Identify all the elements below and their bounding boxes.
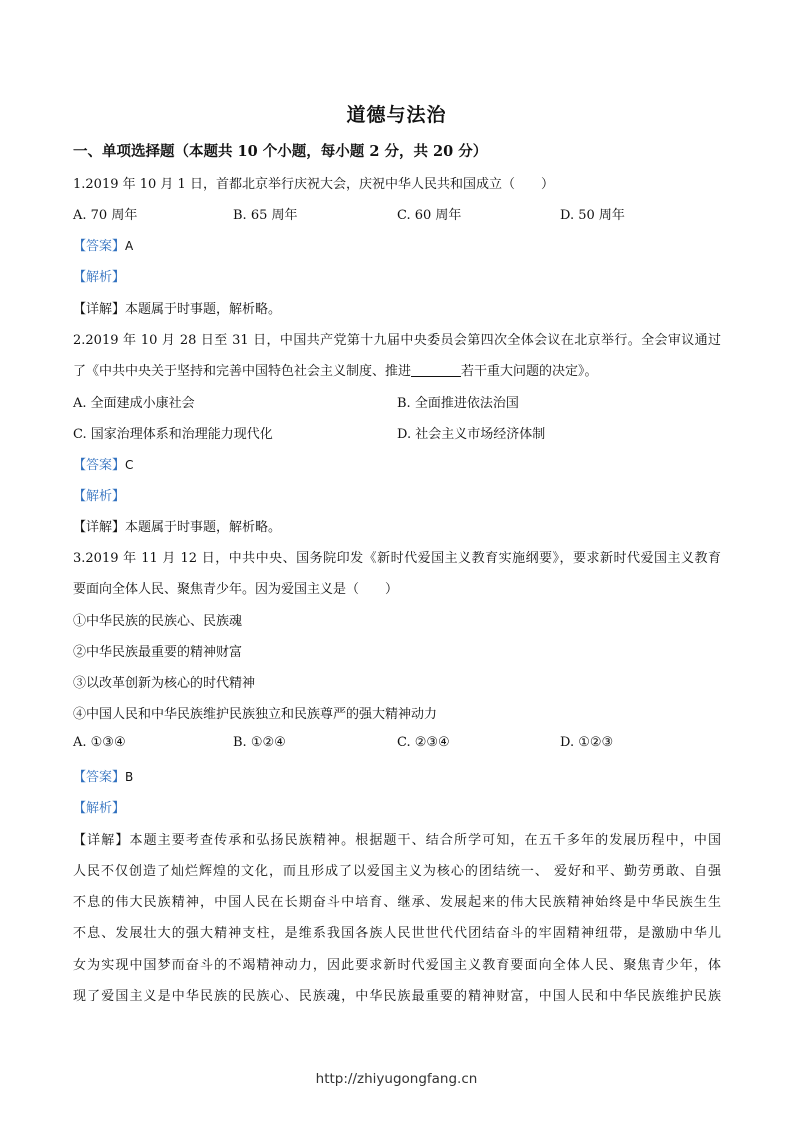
- question-3-stem-line-2: 要面向全体人民、聚焦青少年。因为爱国主义是（ ）: [73, 582, 399, 597]
- q3-detail-line-3: 不息的伟大民族精神，中国人民在长期奋斗中培育、继承、发展起来的伟大民族精神始终是中华民族生生: [73, 895, 721, 910]
- q3-detail-line-5: 女为实现中国梦而奋斗的不竭精神动力，因此要求新时代爱国主义教育要面向全体人民、聚焦青少年，体: [73, 958, 721, 973]
- q3-item-4: ④中国人民和中华民族维护民族独立和民族尊严的强大精神动力: [73, 707, 438, 722]
- q3-option-c: C. ②③④: [397, 735, 450, 750]
- q2-option-c: C. 国家治理体系和治理能力现代化: [73, 427, 273, 442]
- q3-analysis-label: 【解析】: [73, 801, 126, 816]
- question-2-stem-line-2: [73, 360, 598, 379]
- detail-text: 本题属于时事题，解析略。: [125, 520, 282, 535]
- q2-answer: [73, 454, 133, 473]
- q3-item-2: ②中华民族最重要的精神财富: [73, 645, 243, 660]
- q2-option-d: D. 社会主义市场经济体制: [397, 427, 546, 442]
- answer-value: B: [125, 770, 134, 784]
- q1-detail: [73, 298, 281, 317]
- q3-option-a: A. ①③④: [73, 735, 126, 750]
- q3-detail-line-1: [73, 829, 721, 848]
- detail-label: 【详解】: [73, 302, 126, 317]
- q1-analysis-label: 【解析】: [73, 270, 126, 285]
- answer-label: 【答案】: [73, 770, 126, 785]
- stem-part: 若干重大问题的决定》。: [461, 364, 598, 379]
- fill-blank: [411, 364, 461, 377]
- q3-detail-line-4: 不息、发展壮大的强大精神支柱，是维系我国各族人民世世代代团结奋斗的牢固精神纽带，是激励中华儿: [73, 926, 721, 941]
- page-title: 道德与法治: [346, 104, 447, 126]
- q1-option-d: D. 50 周年: [560, 208, 625, 223]
- q3-option-d: D. ①②③: [560, 735, 614, 750]
- q3-answer: [73, 766, 133, 785]
- q1-answer: [73, 235, 133, 254]
- stem-part: 了《中共中央关于坚持和完善中国特色社会主义制度、推进: [73, 364, 412, 379]
- section-heading: 一、单项选择题（本题共 10 个小题，每小题 2 分，共 20 分）: [73, 143, 488, 160]
- footer-url[interactable]: http://zhiyugongfang.cn: [315, 1071, 478, 1087]
- answer-value: A: [125, 239, 134, 253]
- answer-label: 【答案】: [73, 239, 126, 254]
- q3-option-b: B. ①②④: [233, 735, 286, 750]
- q3-item-1: ①中华民族的民族心、民族魂: [73, 614, 243, 629]
- answer-value: C: [125, 458, 134, 472]
- q1-option-a: A. 70 周年: [73, 208, 138, 223]
- q2-option-b: B. 全面推进依法治国: [397, 396, 519, 411]
- question-1-stem: 1.2019 年 10 月 1 日，首都北京举行庆祝大会，庆祝中华人民共和国成立（ ）: [73, 177, 554, 192]
- q3-detail-line-2: 人民不仅创造了灿烂辉煌的文化，而且形成了以爱国主义为核心的团结统一、 爱好和平、勤劳勇敢、自强: [73, 864, 721, 879]
- q3-detail-line-6: 现了爱国主义是中华民族的民族心、民族魂，中华民族最重要的精神财富，中国人民和中华民族维护民族: [73, 989, 721, 1004]
- detail-label: 【详解】: [73, 833, 130, 848]
- question-2-stem-line-1: 2.2019 年 10 月 28 日至 31 日，中国共产党第十九届中央委员会第四次全体会议在北京举行。全会审议通过: [73, 333, 721, 348]
- detail-text: 本题主要考查传承和弘扬民族精神。根据题干、结合所学可知，在五千多年的发展历程中，中国: [129, 833, 721, 848]
- q2-detail: [73, 516, 281, 535]
- q1-option-c: C. 60 周年: [397, 208, 462, 223]
- q3-item-3: ③以改革创新为核心的时代精神: [73, 676, 256, 691]
- answer-label: 【答案】: [73, 458, 126, 473]
- q2-analysis-label: 【解析】: [73, 489, 126, 504]
- question-3-stem-line-1: 3.2019 年 11 月 12 日，中共中央、国务院印发《新时代爱国主义教育实施纲要》，要求新时代爱国主义教育: [73, 551, 721, 566]
- detail-text: 本题属于时事题，解析略。: [125, 302, 282, 317]
- q2-option-a: A. 全面建成小康社会: [73, 396, 195, 411]
- q1-option-b: B. 65 周年: [233, 208, 298, 223]
- detail-label: 【详解】: [73, 520, 126, 535]
